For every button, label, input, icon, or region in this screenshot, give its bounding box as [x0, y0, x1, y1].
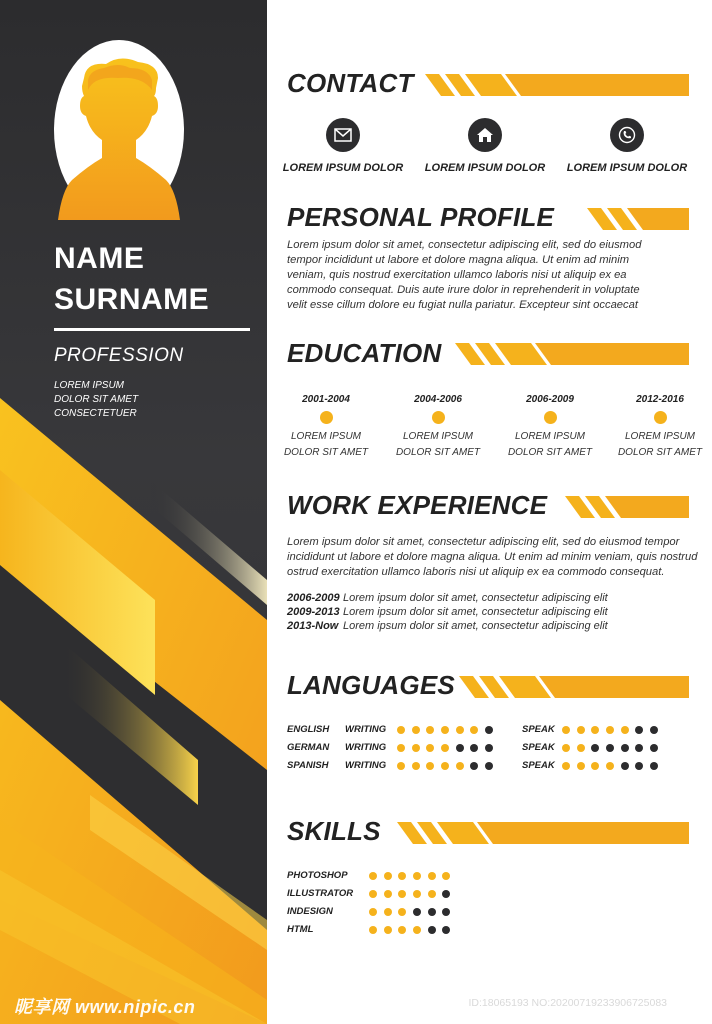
rating-dot-empty — [442, 908, 450, 916]
writing-rating — [397, 762, 493, 770]
education-item — [386, 394, 490, 461]
watermark-logo: 昵享网 www.nipic.cn — [14, 997, 196, 1017]
rating-dot-filled — [426, 762, 434, 770]
education-line: LOREM IPSUM — [514, 431, 585, 442]
speak-rating — [562, 726, 658, 734]
watermark-id: ID:18065193 NO:20200719233906725083 — [468, 997, 667, 1009]
work-years: 2009-2013 — [287, 606, 340, 618]
language-name: GERMAN — [287, 742, 330, 753]
rating-dot-filled — [384, 890, 392, 898]
rating-dot-filled — [413, 890, 421, 898]
rating-dot-filled — [398, 872, 406, 880]
rating-dot-empty — [428, 908, 436, 916]
tagline: CONSECTETUER — [54, 408, 137, 419]
contact-label: LOREM IPSUM DOLOR — [424, 162, 546, 174]
work-line: Lorem ipsum dolor sit amet, consectetur adipiscing elit, sed do eiusmod tempor — [287, 536, 680, 548]
contact-label: LOREM IPSUM DOLOR — [282, 162, 404, 174]
language-name: ENGLISH — [287, 724, 330, 735]
rating-dot-filled — [577, 744, 585, 752]
rating-dot-filled — [397, 744, 405, 752]
rating-dot-filled — [384, 908, 392, 916]
section-bar — [425, 74, 689, 96]
contact-item — [562, 118, 692, 174]
contact-title: CONTACT — [287, 68, 414, 98]
work-years: 2013-Now — [287, 620, 339, 632]
education-line: LOREM IPSUM — [624, 431, 695, 442]
education-line: LOREM IPSUM — [402, 431, 473, 442]
skill-rating — [369, 890, 450, 898]
skill-rating — [369, 872, 450, 880]
rating-dot-empty — [591, 744, 599, 752]
profile-text — [287, 238, 689, 313]
rating-dot-empty — [456, 744, 464, 752]
skill-rating — [369, 926, 450, 934]
education-clip — [600, 394, 703, 464]
work-entry-text: Lorem ipsum dolor sit amet, consectetur adipiscing elit — [343, 606, 608, 618]
home-icon — [468, 118, 502, 152]
rating-dot-filled — [369, 926, 377, 934]
profile-line: commodo consequat. Duis aute irure dolor in reprehenderit in voluptate — [287, 284, 640, 296]
writing-rating — [397, 726, 493, 734]
work-title: WORK EXPERIENCE — [287, 490, 548, 520]
rating-dot-empty — [428, 926, 436, 934]
skill-name: ILLUSTRATOR — [287, 888, 354, 899]
name-divider — [54, 328, 250, 331]
rating-dot-filled — [621, 726, 629, 734]
rating-dot-empty — [470, 744, 478, 752]
rating-dot-filled — [398, 890, 406, 898]
timeline-dot — [654, 411, 667, 424]
rating-dot-empty — [485, 762, 493, 770]
education-line: DOLOR SIT AMET — [395, 447, 481, 458]
rating-dot-empty — [413, 908, 421, 916]
section-bar — [455, 343, 689, 365]
education-item — [498, 394, 602, 461]
speak-label: SPEAK — [522, 724, 555, 735]
profile-line: tempor incididunt ut labore et dolore magna aliqua. Ut enim ad minim — [287, 254, 630, 266]
work-text — [287, 535, 698, 580]
education-line: DOLOR SIT AMET — [283, 447, 369, 458]
rating-dot-filled — [441, 762, 449, 770]
profile-title: PERSONAL PROFILE — [287, 202, 555, 232]
rating-dot-filled — [413, 872, 421, 880]
contact-label: LOREM IPSUM DOLOR — [566, 162, 688, 174]
rating-dot-empty — [650, 726, 658, 734]
education-period: 2012-2016 — [636, 394, 684, 405]
rating-dot-filled — [369, 908, 377, 916]
profession: PROFESSION — [54, 345, 184, 366]
rating-dot-filled — [426, 744, 434, 752]
rating-dot-filled — [606, 726, 614, 734]
skill-rating — [369, 908, 450, 916]
phone-icon — [610, 118, 644, 152]
rating-dot-filled — [398, 908, 406, 916]
speak-rating — [562, 762, 658, 770]
rating-dot-filled — [428, 890, 436, 898]
work-entry-text: Lorem ipsum dolor sit amet, consectetur adipiscing elit — [343, 620, 608, 632]
education-line: DOLOR SIT AMET — [507, 447, 593, 458]
rating-dot-empty — [650, 762, 658, 770]
work-entry-text: Lorem ipsum dolor sit amet, consectetur adipiscing elit — [343, 592, 608, 604]
rating-dot-filled — [398, 926, 406, 934]
skills-title: SKILLS — [287, 816, 381, 846]
rating-dot-filled — [456, 726, 464, 734]
profile-line: Lorem ipsum dolor sit amet, consectetur adipiscing elit, sed do eiusmod — [287, 239, 642, 251]
rating-dot-filled — [426, 726, 434, 734]
rating-dot-empty — [635, 726, 643, 734]
rating-dot-filled — [456, 762, 464, 770]
education-period: 2006-2009 — [526, 394, 574, 405]
rating-dot-filled — [470, 726, 478, 734]
section-bar — [459, 676, 689, 698]
language-name: SPANISH — [287, 760, 329, 771]
education-period: 2004-2006 — [414, 394, 462, 405]
tagline: LOREM IPSUM — [54, 380, 125, 391]
tagline: DOLOR SIT AMET — [54, 394, 139, 405]
rating-dot-filled — [591, 726, 599, 734]
speak-label: SPEAK — [522, 760, 555, 771]
education-item — [274, 394, 378, 461]
contact-item — [420, 118, 550, 174]
rating-dot-empty — [485, 726, 493, 734]
rating-dot-filled — [412, 762, 420, 770]
name-first: NAME — [54, 242, 145, 275]
rating-dot-filled — [397, 726, 405, 734]
section-bar — [565, 496, 689, 518]
profile-line: veniam, quis nostrud exercitation ullamco laboris nisi ut aliquip ex ea — [287, 269, 627, 281]
speak-label: SPEAK — [522, 742, 555, 753]
writing-label: WRITING — [345, 724, 387, 735]
rating-dot-empty — [485, 744, 493, 752]
rating-dot-empty — [442, 890, 450, 898]
mail-icon — [326, 118, 360, 152]
rating-dot-empty — [442, 926, 450, 934]
skill-name: HTML — [287, 924, 314, 935]
speak-rating — [562, 744, 658, 752]
avatar — [54, 40, 184, 220]
rating-dot-empty — [606, 744, 614, 752]
rating-dot-filled — [384, 926, 392, 934]
rating-dot-filled — [577, 726, 585, 734]
education-line: DOLOR SIT AMET — [617, 447, 703, 458]
profile-line: velit esse cillum dolore eu fugiat nulla pariatur. Excepteur sint occaecat — [287, 299, 638, 311]
timeline-dot — [432, 411, 445, 424]
rating-dot-filled — [369, 890, 377, 898]
sidebar — [0, 0, 267, 1024]
rating-dot-empty — [635, 762, 643, 770]
timeline-dot — [320, 411, 333, 424]
timeline-dot — [544, 411, 557, 424]
education-period: 2001-2004 — [302, 394, 350, 405]
rating-dot-empty — [635, 744, 643, 752]
rating-dot-filled — [591, 762, 599, 770]
rating-dot-filled — [384, 872, 392, 880]
rating-dot-empty — [621, 744, 629, 752]
education-line: LOREM IPSUM — [290, 431, 361, 442]
rating-dot-filled — [441, 744, 449, 752]
rating-dot-filled — [577, 762, 585, 770]
section-bar — [587, 208, 689, 230]
rating-dot-filled — [562, 744, 570, 752]
rating-dot-filled — [413, 926, 421, 934]
education-item — [608, 394, 712, 461]
languages-title: LANGUAGES — [287, 670, 455, 700]
education-title: EDUCATION — [287, 338, 442, 368]
rating-dot-filled — [606, 762, 614, 770]
rating-dot-filled — [441, 726, 449, 734]
rating-dot-filled — [369, 872, 377, 880]
rating-dot-empty — [470, 762, 478, 770]
writing-label: WRITING — [345, 760, 387, 771]
section-bar — [397, 822, 689, 844]
skill-name: INDESIGN — [287, 906, 333, 917]
rating-dot-filled — [562, 762, 570, 770]
rating-dot-empty — [621, 762, 629, 770]
skill-name: PHOTOSHOP — [287, 870, 348, 881]
rating-dot-filled — [412, 744, 420, 752]
rating-dot-empty — [650, 744, 658, 752]
rating-dot-filled — [562, 726, 570, 734]
work-entry — [287, 592, 608, 604]
contact-item — [278, 118, 408, 174]
work-years: 2006-2009 — [287, 592, 340, 604]
rating-dot-filled — [412, 726, 420, 734]
rating-dot-filled — [428, 872, 436, 880]
writing-label: WRITING — [345, 742, 387, 753]
work-entry — [287, 606, 608, 618]
writing-rating — [397, 744, 493, 752]
rating-dot-filled — [397, 762, 405, 770]
rating-dot-filled — [442, 872, 450, 880]
work-entry — [287, 620, 608, 632]
name-last: SURNAME — [54, 283, 210, 316]
work-line: incididunt ut labore et dolore magna aliqua. Ut enim ad minim veniam, quis nostrud — [287, 551, 698, 563]
work-line: ostrud exercitation ullamco laboris nisi ut aliquip ex ea commodo consequat. — [287, 566, 665, 578]
person-silhouette-icon — [54, 40, 184, 220]
